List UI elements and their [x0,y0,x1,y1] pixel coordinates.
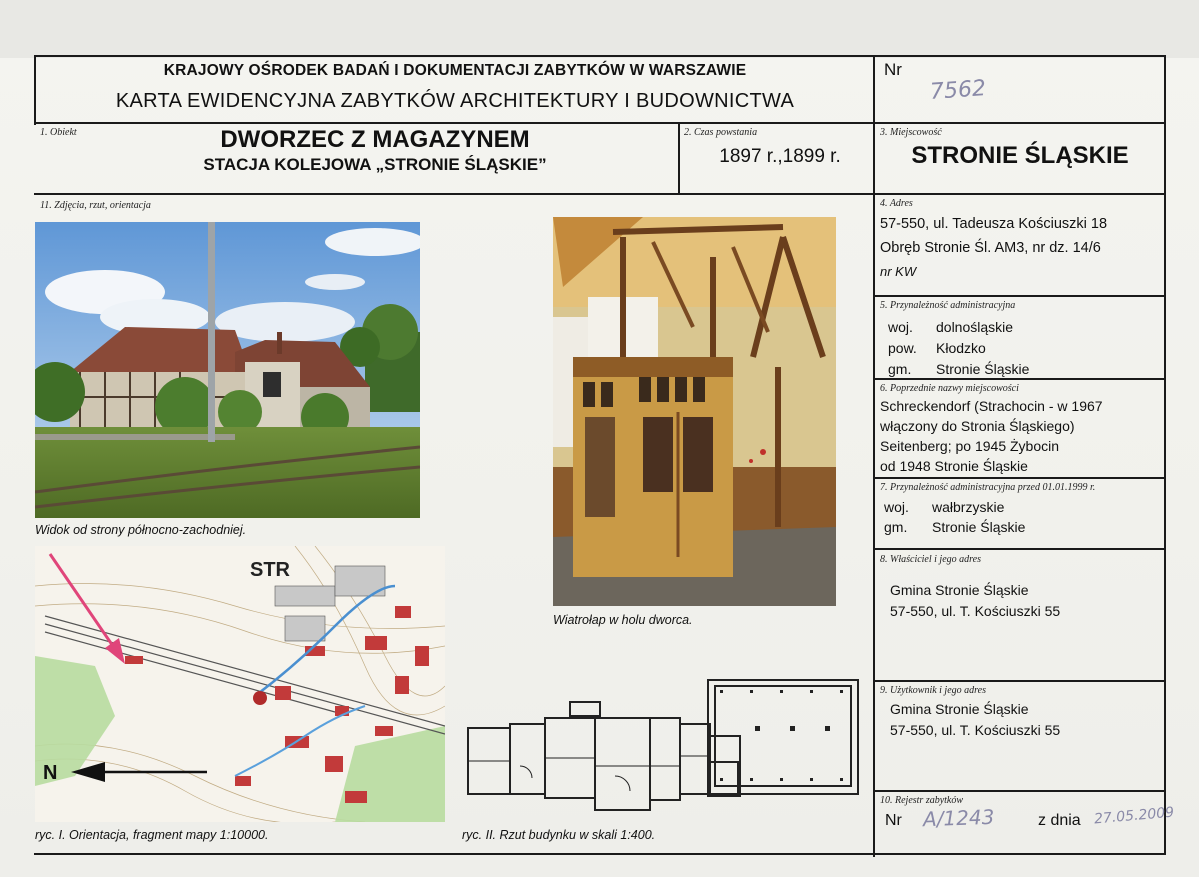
former-admin-row-value: Stronie Śląskie [932,519,1026,535]
address-block [880,212,1107,284]
floor-plan [460,676,870,816]
row2-bottom-rule [34,193,1166,195]
former-names [880,396,1103,476]
former-admin-row [884,497,1025,517]
former-names-line: Seitenberg; po 1945 Żybocin [880,438,1060,454]
owner-block [890,580,1060,622]
register-date-label: z dnia [1038,812,1081,829]
header-divider-vertical [873,55,875,125]
former-admin-row-value: wałbrzyskie [932,499,1005,515]
address-line-2: Obręb Stronie Śl. AM3, nr dz. 14/6 [880,240,1101,256]
section1-right-rule [678,122,680,195]
admin-row-value: dolnośląskie [936,319,1014,335]
sec9-bottom-rule [875,790,1166,792]
card-number-handwritten: 7562 [929,76,987,105]
admin-row-key: woj. [888,319,913,335]
sec6-bottom-rule [875,477,1166,479]
user-address: 57-550, ul. T. Kościuszki 55 [890,722,1061,738]
map-north-letter: N [43,762,58,784]
admin-row-value: Kłodzko [936,340,986,356]
user-name: Gmina Stronie Śląskie [890,701,1029,717]
admin-row [888,338,1029,359]
owner-address: 57-550, ul. T. Kościuszki 55 [890,603,1061,619]
section11-label: 11. Zdjęcia, rzut, orientacja [40,200,151,211]
object-subtitle: STACJA KOLEJOWA „STRONIE ŚLĄSKIE” [203,155,547,174]
admin-row-value: Stronie Śląskie [936,361,1030,377]
exterior-photo-caption: Widok od strony północno-zachodniej. [35,523,247,537]
former-names-line: włączony do Stronia Śląskiego) [880,418,1075,434]
register-nr-handwritten: A/1243 [922,804,995,832]
left-border [34,55,36,125]
admin-row [888,317,1029,338]
card-type-title: KARTA EWIDENCYJNA ZABYTKÓW ARCHITEKTURY I BUDOWNICTWA [115,90,795,112]
sec4-bottom-rule [875,295,1166,297]
object-title: DWORZEC Z MAGAZYNEM [220,126,530,153]
user-block [890,699,1060,741]
section5-label: 5. Przynależność administracyjna [880,300,1016,311]
map-town-label: STR [250,559,290,581]
section6-label: 6. Poprzednie nazwy miejscowości [880,383,1019,394]
locality-name: STRONIE ŚLĄSKIE [911,142,1129,169]
card-number-label: Nr [884,60,902,79]
section2-right-rule [873,122,875,857]
section1-label: 1. Obiekt [40,127,77,138]
address-line-1: 57-550, ul. Tadeusza Kościuszki 18 [880,216,1108,232]
section8-label: 8. Właściciel i jego adres [880,554,981,565]
map-caption: ryc. I. Orientacja, fragment mapy 1:10000. [35,828,269,842]
vestibule-photo-caption: Wiatrołap w holu dworca. [553,613,693,627]
former-admin-affiliation [884,497,1025,537]
admin-row [888,359,1029,380]
section3-label: 3. Miejscowość [880,127,942,138]
sec7-bottom-rule [875,548,1166,550]
orientation-map [35,546,445,822]
owner-name: Gmina Stronie Śląskie [890,582,1029,598]
institution-name: KRAJOWY OŚRODEK BADAŃ I DOKUMENTACJI ZABYTKÓW W WARSZAWIE [163,62,747,79]
construction-years: 1897 r.,1899 r. [719,146,841,167]
section10-label: 10. Rejestr zabytków [880,795,964,806]
card-top-strip [0,0,1199,58]
section4-label: 4. Adres [880,198,913,209]
former-names-line: od 1948 Stronie Śląskie [880,458,1028,474]
admin-row-key: gm. [888,361,912,377]
sec8-bottom-rule [875,680,1166,682]
former-admin-row [884,517,1025,537]
section2-label: 2. Czas powstania [684,127,758,138]
exterior-photo [35,222,420,518]
vestibule-photo [553,217,836,606]
former-admin-row-key: gm. [884,519,908,535]
former-admin-row-key: woj. [884,499,909,515]
plan-caption: ryc. II. Rzut budynku w skali 1:400. [462,828,656,842]
register-date-handwritten: 27.05.2009 [1093,804,1175,828]
admin-row-key: pow. [888,340,917,356]
admin-affiliation [888,317,1029,380]
address-line-3: nr KW [880,264,917,279]
former-names-line: Schreckendorf (Strachocin - w 1967 [880,398,1103,414]
register-nr-label: Nr [885,812,902,829]
section7-label: 7. Przynależność administracyjna przed 01.01.1999 r. [880,482,1096,493]
header-bottom-rule [34,122,1166,124]
section9-label: 9. Użytkownik i jego adres [880,685,987,696]
